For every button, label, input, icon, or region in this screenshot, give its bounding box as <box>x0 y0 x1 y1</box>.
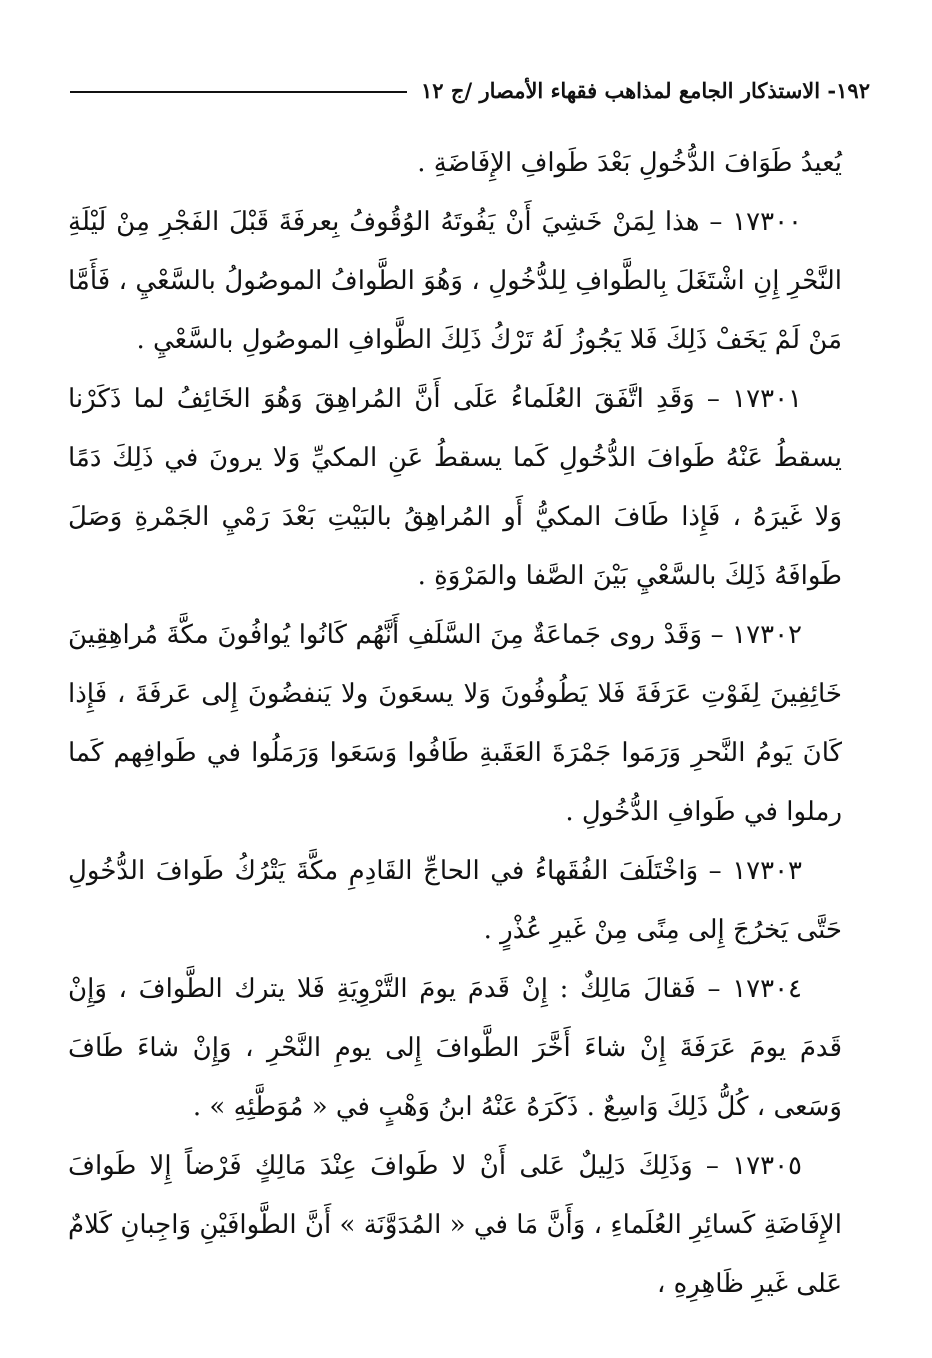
paragraph-number: ١٧٣٠١ <box>732 384 802 414</box>
paragraph-number: ١٧٣٠٢ <box>732 620 802 650</box>
running-header <box>70 70 870 110</box>
header-rule <box>70 91 407 93</box>
paragraph-text: – هذا لِمَنْ خَشِيَ أَنْ يَفُوتَهُ الوُقُوفُ بِعرفَةَ قَبْلَ الفَجْرِ مِنْ لَيْلَةِ النَّحْرِ إِنِ اشْتَغَلَ بِالطَّوافِ لِلدُّخُولِ ، وَهُوَ الطَّوافُ الموصُولُ بالسَّعْيِ ، فَأَمَّا مَنْ لَمْ يَخَفْ ذَلِكَ فَلا يَجُوزُ لَهُ تَرْكُ ذَلِكَ الطَّوافِ الموصُولِ بالسَّعْيِ . <box>68 207 842 355</box>
paragraph-17301 <box>68 370 842 606</box>
paragraph-17302 <box>68 606 842 842</box>
body-text <box>68 134 842 1314</box>
paragraph-17304 <box>68 960 842 1137</box>
paragraph-number: ١٧٣٠٤ <box>732 974 803 1004</box>
paragraph-number: ١٧٣٠٠ <box>732 207 803 237</box>
paragraph-17305 <box>68 1137 842 1314</box>
paragraph-text: – وَقَدِ اتَّفَقَ العُلَماءُ عَلَى أَنَّ المُراهِقَ وَهُوَ الخَائِفُ لما ذَكَرْنا يسقطُ عَنْهُ طَوافَ الدُّخُولِ كَما يسقطُ عَنِ المكيِّ وَلا يرونَ في ذَلِكَ دَمًا وَلا غَيرَهُ ، فَإِذا طَافَ المكيُّ أَو المُراهِقُ بالبَيْتِ بَعْدَ رَمْيِ الجَمْرةِ وَصَلَ طَوافَهُ ذَلِكَ بالسَّعْيِ بَيْنَ الصَّفا والمَرْوَةِ . <box>68 384 842 591</box>
paragraph-text: – وَقَدْ روى جَماعَةٌ مِنَ السَّلَفِ أَنَّهُم كَانُوا يُوافُونَ مكَّةَ مُراهِقِينَ خَائِفِينَ لِفَوْتِ عَرَفَةَ فَلا يَطُوفُونَ وَلا يسعَونَ ولا يَنفضُونَ إِلى عَرفَةَ ، فَإِذا كَانَ يَومُ النَّحرِ وَرَمَوا جَمْرَةَ العَقَبةِ طَافُوا وَسَعَوا وَرَمَلُوا في طَوافِهم كَما رملوا في طَوافِ الدُّخُولِ . <box>68 620 842 827</box>
paragraph-text: – فَقالَ مَالِكٌ : إِنْ قَدمَ يومَ التَّرْوِيَةِ فَلا يترك الطَّوافَ ، وَإِنْ قَدمَ يومَ عَرَفَةَ إِنْ شاءَ أَخَّرَ الطَّوافَ إِلى يومِ النَّحْرِ ، وَإِنْ شاءَ طَافَ وَسَعى ، كُلُّ ذَلِكَ وَاسِعٌ . ذَكَرَهُ عَنْهُ ابنُ وَهْبٍ في « مُوَطَّئِهِ » . <box>68 974 842 1122</box>
paragraph-text: – وَذَلِكَ دَلِيلٌ عَلى أَنْ لا طَوافَ عِنْدَ مَالِكٍ فَرْضاً إِلا طَوافَ الإِفَاضَةِ كَسائِرِ العُلَماءِ ، وَأَنَّ مَا في « المُدَوَّنَة » أَنَّ الطَّوافَيْنِ وَاجِبانِ كَلامٌ عَلى غَيرِ ظَاهِرِهِ ، <box>68 1151 842 1299</box>
paragraph-number: ١٧٣٠٥ <box>732 1151 803 1181</box>
paragraph-text: – وَاخْتَلَفَ الفُقَهاءُ في الحاجِّ القَادِمِ مكَّةَ يَتْرُكُ طَوافَ الدُّخُولِ حَتَّى يَخرُجَ إِلى مِنًى مِنْ غَيرِ عُذْرٍ . <box>68 856 842 945</box>
paragraph-continuation <box>68 134 842 193</box>
paragraph-number: ١٧٣٠٣ <box>732 856 803 886</box>
paragraph-17300 <box>68 193 842 370</box>
paragraph-17303 <box>68 842 842 960</box>
running-head-text: ١٩٢- الاستذكار الجامع لمذاهب فقهاء الأمصار /ج ١٢ <box>421 77 870 103</box>
paragraph-text: يُعيدُ طَوَافَ الدُّخُولِ بَعْدَ طَوافِ الإِفَاضَةِ . <box>417 148 842 178</box>
